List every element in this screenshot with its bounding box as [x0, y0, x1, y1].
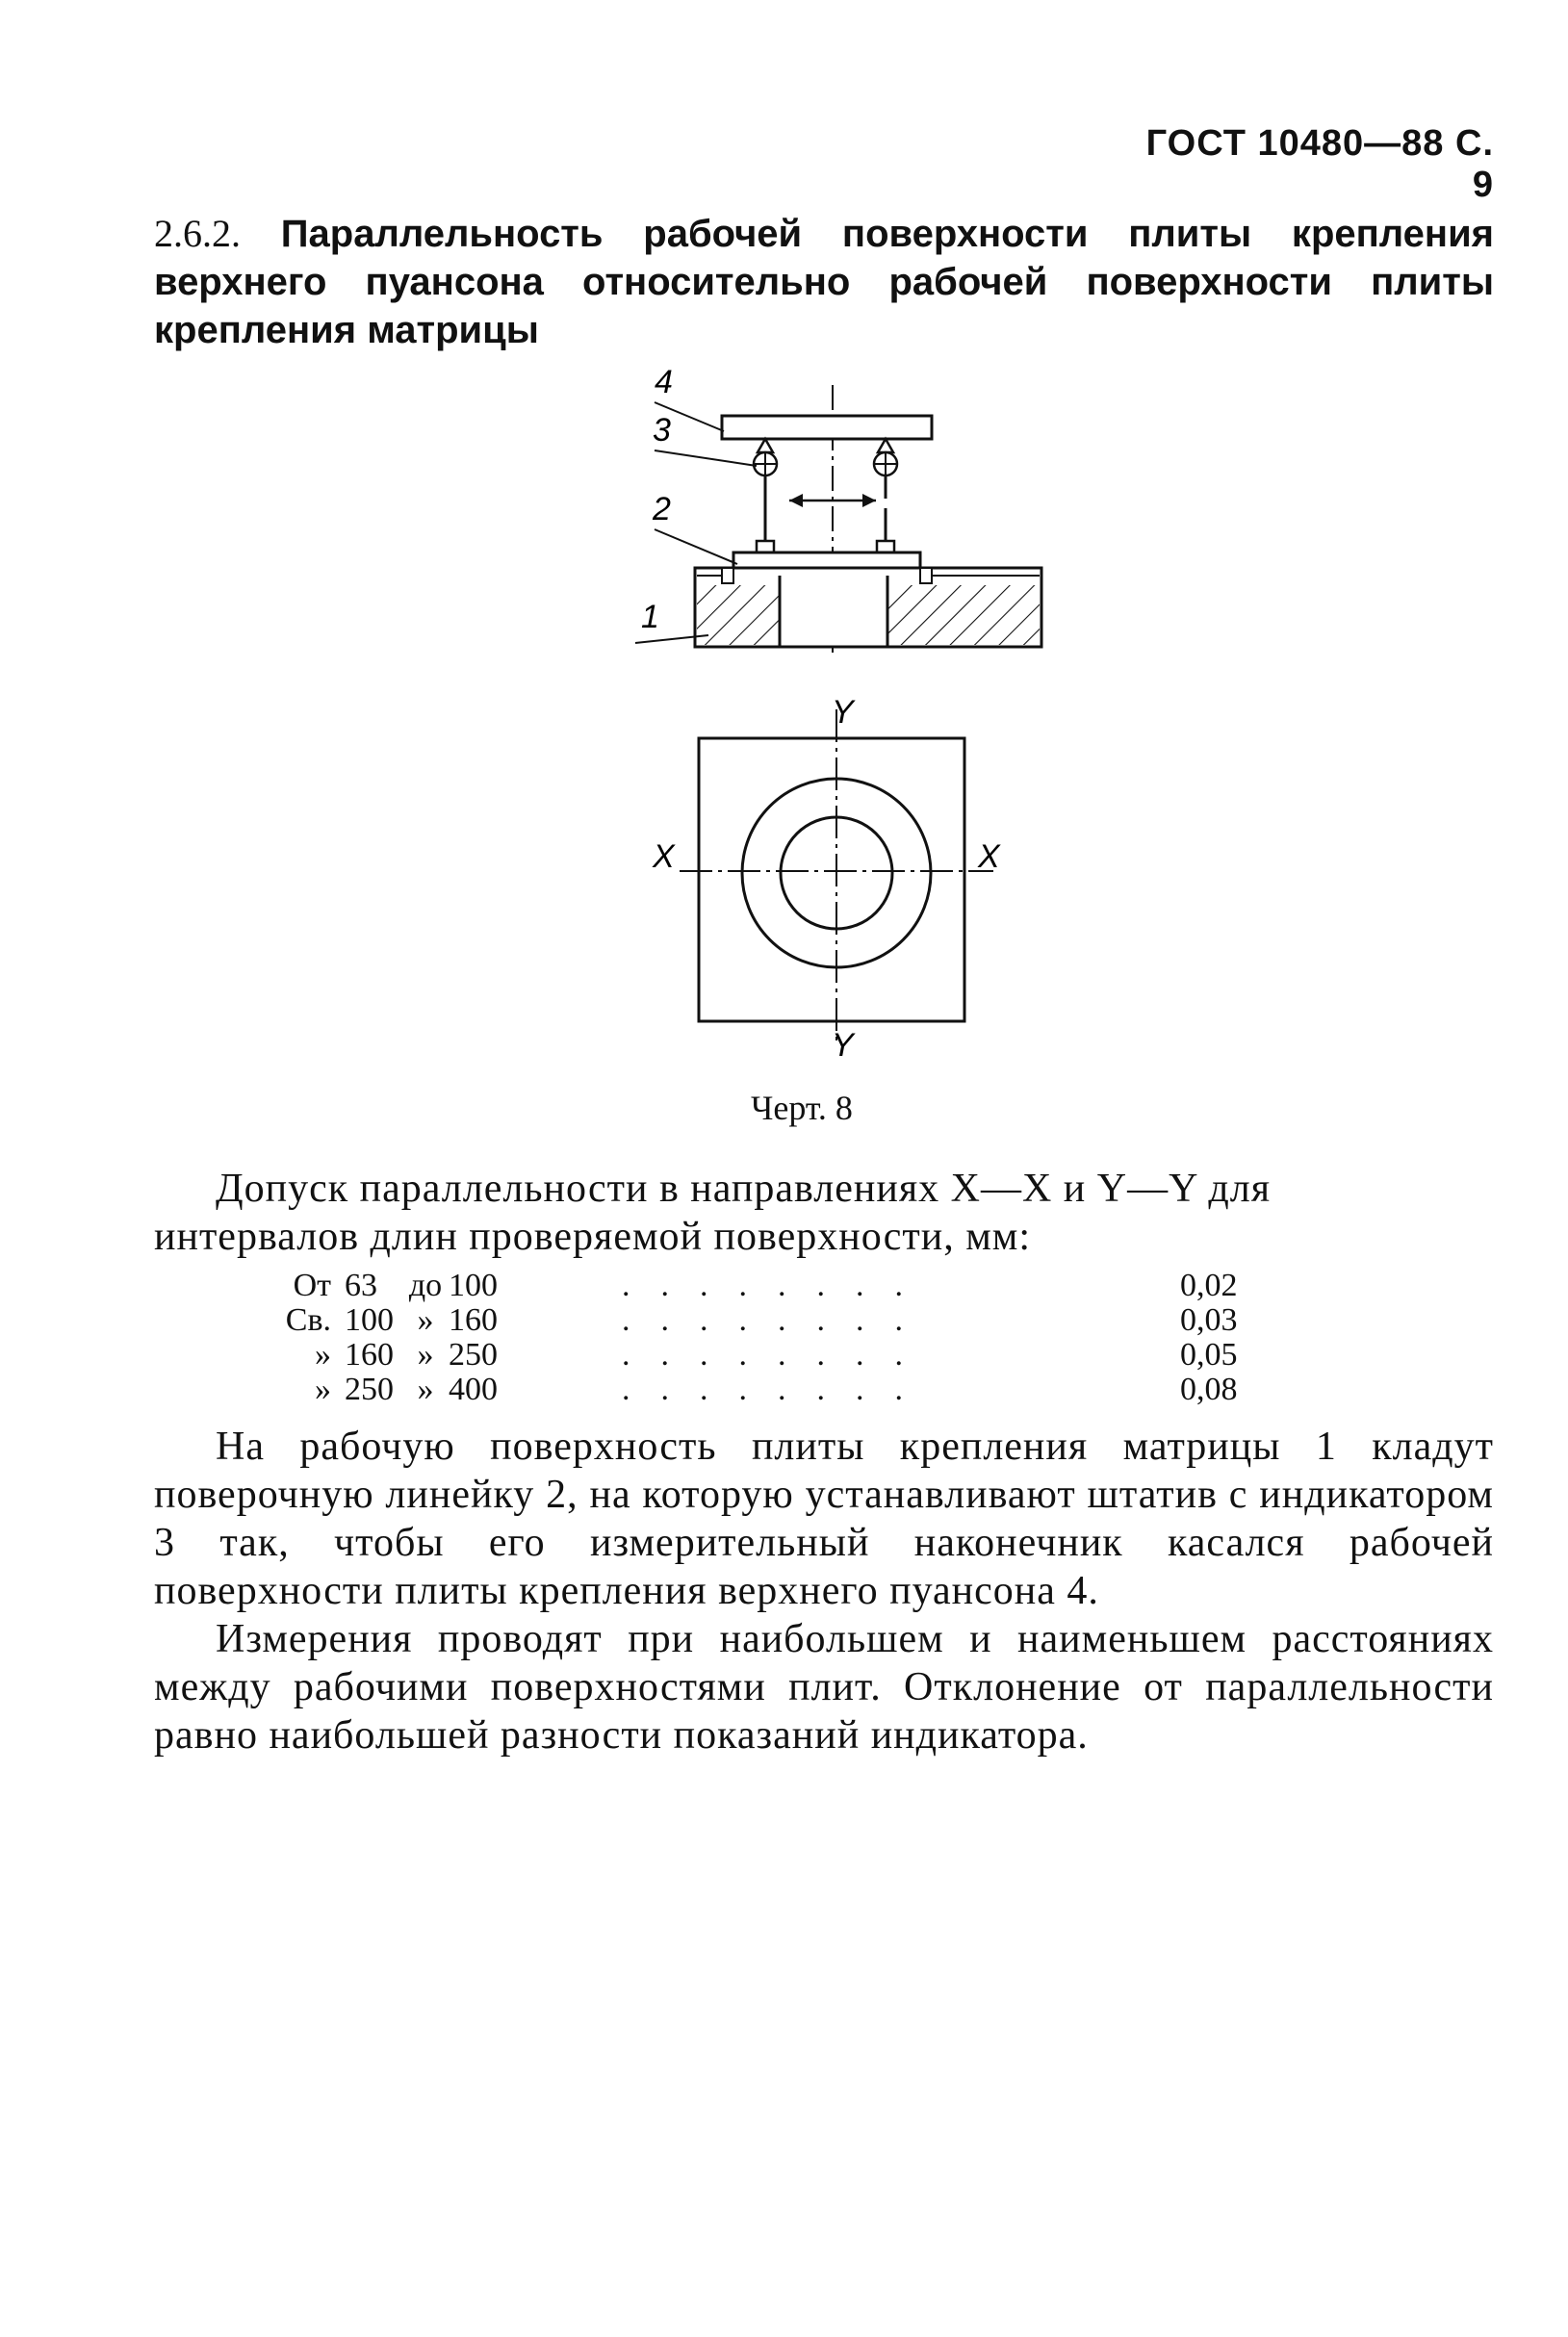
row-value: 0,02	[1180, 1268, 1238, 1303]
indicator-right	[874, 439, 897, 541]
double-arrow	[789, 494, 876, 507]
row-leader: ........	[622, 1302, 934, 1338]
axis-y-top-label: Y	[832, 694, 854, 731]
row-from: 250	[345, 1372, 394, 1407]
table-row	[256, 1338, 1315, 1373]
axis-x-right-label: X	[978, 838, 1000, 875]
label-3: 3	[653, 412, 671, 449]
tolerance-intro-line1: Допуск параллельности в направлениях X—X и Y—Y для	[216, 1167, 1272, 1211]
row-from: 63	[345, 1268, 377, 1303]
row-prefix: От	[293, 1268, 331, 1303]
figure-caption: Черт. 8	[751, 1089, 853, 1127]
row-to: 250	[449, 1337, 498, 1373]
table-row	[256, 1373, 1315, 1407]
row-value: 0,03	[1180, 1302, 1238, 1338]
row-to: 160	[449, 1302, 498, 1338]
tolerance-intro-line2: интервалов длин проверяемой поверхности, мм:	[154, 1215, 1032, 1259]
label-1: 1	[641, 599, 659, 635]
label-2: 2	[653, 491, 671, 527]
row-from: 100	[345, 1302, 394, 1338]
upper-punch-plate	[722, 416, 932, 439]
row-prefix: Св.	[285, 1302, 331, 1338]
paragraph-method: На рабочую поверхность плиты крепления матрицы 1 кладут поверочную линейку 2, на которую устанавливают штатив с индикатором 3 так, чтобы его измерительный наконечник касался рабочей поверхности плиты крепления верхнего пуансона 4.	[154, 1425, 1494, 1613]
row-from: 160	[345, 1337, 394, 1373]
tolerance-table	[256, 1269, 1315, 1407]
row-to: 100	[449, 1268, 498, 1303]
axis-y-bottom-label: Y	[832, 1027, 854, 1064]
row-sep: до	[408, 1268, 443, 1303]
top-view-drawing	[635, 694, 1020, 1064]
die-plate	[695, 568, 1041, 647]
table-row	[256, 1269, 1315, 1303]
row-value: 0,05	[1180, 1337, 1238, 1373]
page-header	[1136, 123, 1494, 206]
row-to: 400	[449, 1372, 498, 1407]
paragraph-measurement: Измерения проводят при наибольшем и наименьшем расстояниях между рабочими поверхностями плит. Отклонение от параллельности равно наибольшей разности показаний индикатора.	[154, 1617, 1494, 1758]
row-leader: ........	[622, 1268, 934, 1303]
row-sep: »	[417, 1337, 434, 1373]
row-sep: »	[417, 1302, 434, 1338]
label-4: 4	[655, 364, 673, 400]
section-title: Параллельность рабочей поверхности плиты крепления верхнего пуансона относительно рабочей поверхности плиты крепления матрицы	[154, 213, 1494, 351]
row-prefix: »	[315, 1337, 331, 1373]
row-prefix: »	[315, 1372, 331, 1407]
row-leader: ........	[622, 1372, 934, 1407]
table-row	[256, 1303, 1315, 1338]
section-heading	[154, 210, 1494, 354]
section-number: 2.6.2.	[154, 212, 241, 255]
tolerance-intro	[154, 1165, 1494, 1261]
row-sep: »	[417, 1372, 434, 1407]
page-number: С. 9	[1455, 123, 1494, 205]
plate-outline	[699, 738, 964, 1021]
axis-x-left-label: X	[653, 838, 675, 875]
indicator-left	[754, 439, 777, 541]
row-value: 0,08	[1180, 1372, 1238, 1407]
row-leader: ........	[622, 1337, 934, 1373]
standard-number: ГОСТ 10480—88	[1145, 123, 1445, 164]
side-view-drawing	[616, 366, 1020, 674]
